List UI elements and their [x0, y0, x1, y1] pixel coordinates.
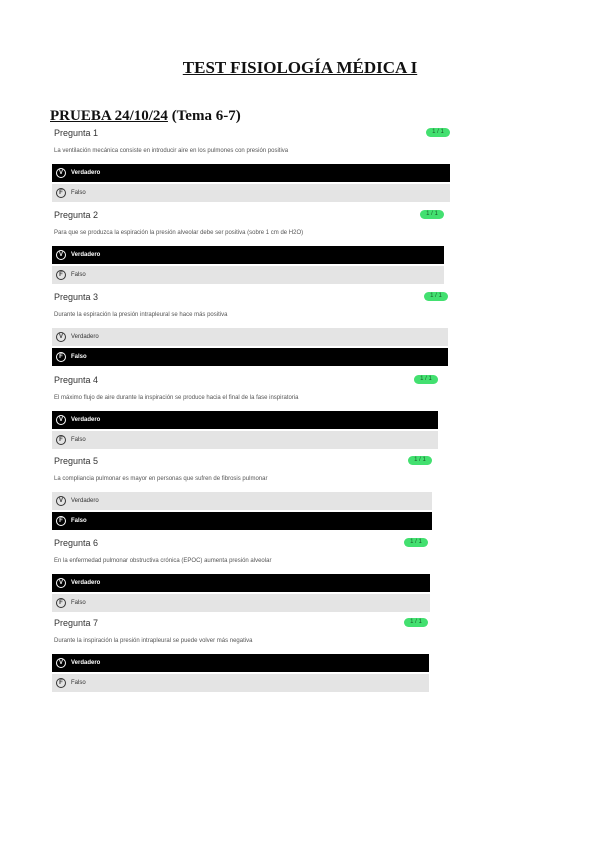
f-circle-icon: F — [56, 352, 66, 362]
question-label: Pregunta 4 — [54, 375, 99, 385]
question-6 — [52, 536, 430, 612]
f-circle-icon: F — [56, 516, 66, 526]
f-circle-icon: F — [56, 598, 66, 608]
f-circle-icon: F — [56, 270, 66, 280]
option-label: Verdadero — [71, 170, 101, 176]
option-true[interactable] — [52, 328, 448, 346]
question-3 — [52, 290, 448, 366]
option-label: Falso — [71, 680, 86, 686]
option-false[interactable] — [52, 674, 429, 692]
option-label: Falso — [71, 272, 86, 278]
option-false[interactable] — [52, 512, 432, 530]
question-text: En la enfermedad pulmonar obstructiva crónica (EPOC) aumenta presión alveolar — [54, 558, 272, 564]
option-label: Falso — [71, 190, 86, 196]
question-text: Durante la inspiración la presión intrapleural se puede volver más negativa — [54, 638, 253, 644]
option-false[interactable] — [52, 184, 450, 202]
score-badge: 1 / 1 — [424, 292, 448, 301]
document-title: TEST FISIOLOGÍA MÉDICA I — [182, 58, 418, 77]
option-true[interactable] — [52, 574, 430, 592]
option-false[interactable] — [52, 266, 444, 284]
score-badge: 1 / 1 — [420, 210, 444, 219]
question-label: Pregunta 2 — [54, 210, 99, 220]
question-text: Durante la espiración la presión intrapleural se hace más positiva — [54, 312, 228, 318]
option-false[interactable] — [52, 348, 448, 366]
question-text: El máximo flujo de aire durante la inspiración se produce hacia el final de la fase inspiratoria — [54, 395, 299, 401]
question-label: Pregunta 6 — [54, 538, 99, 548]
option-label: Verdadero — [71, 334, 99, 340]
question-label: Pregunta 3 — [54, 292, 99, 302]
question-7 — [52, 616, 429, 692]
score-badge: 1 / 1 — [404, 538, 428, 547]
option-label: Falso — [71, 437, 86, 443]
question-text: La compliancia pulmonar es mayor en personas que sufren de fibrosis pulmonar — [54, 476, 268, 482]
option-true[interactable] — [52, 654, 429, 672]
v-circle-icon: V — [56, 658, 66, 668]
f-circle-icon: F — [56, 435, 66, 445]
question-5 — [52, 454, 432, 530]
f-circle-icon: F — [56, 678, 66, 688]
question-label: Pregunta 5 — [54, 456, 99, 466]
f-circle-icon: F — [56, 188, 66, 198]
question-text: Para que se produzca la espiración la presión alveolar debe ser positiva (sobre 1 cm de H2O) — [54, 230, 304, 236]
section-topic: (Tema 6-7) — [167, 108, 241, 124]
question-label: Pregunta 1 — [54, 128, 99, 138]
option-true[interactable] — [52, 246, 444, 264]
v-circle-icon: V — [56, 250, 66, 260]
v-circle-icon: V — [56, 496, 66, 506]
option-label: Verdadero — [71, 580, 101, 586]
v-circle-icon: V — [56, 578, 66, 588]
option-label: Falso — [71, 354, 87, 360]
question-label: Pregunta 7 — [54, 618, 99, 628]
score-badge: 1 / 1 — [408, 456, 432, 465]
option-label: Verdadero — [71, 417, 101, 423]
v-circle-icon: V — [56, 332, 66, 342]
v-circle-icon: V — [56, 168, 66, 178]
option-true[interactable] — [52, 492, 432, 510]
option-true[interactable] — [52, 164, 450, 182]
v-circle-icon: V — [56, 415, 66, 425]
question-4 — [52, 373, 438, 449]
question-text: La ventilación mecánica consiste en introducir aire en los pulmones con presión positiva — [54, 148, 289, 154]
option-true[interactable] — [52, 411, 438, 429]
option-label: Falso — [71, 600, 86, 606]
option-false[interactable] — [52, 431, 438, 449]
option-label: Falso — [71, 518, 87, 524]
option-false[interactable] — [52, 594, 430, 612]
score-badge: 1 / 1 — [404, 618, 428, 627]
question-1 — [52, 126, 450, 202]
section-title — [50, 108, 241, 125]
score-badge: 1 / 1 — [426, 128, 450, 137]
option-label: Verdadero — [71, 660, 101, 666]
option-label: Verdadero — [71, 252, 101, 258]
option-label: Verdadero — [71, 498, 99, 504]
score-badge: 1 / 1 — [414, 375, 438, 384]
question-2 — [52, 208, 444, 284]
section-date: PRUEBA 24/10/24 — [50, 108, 168, 124]
